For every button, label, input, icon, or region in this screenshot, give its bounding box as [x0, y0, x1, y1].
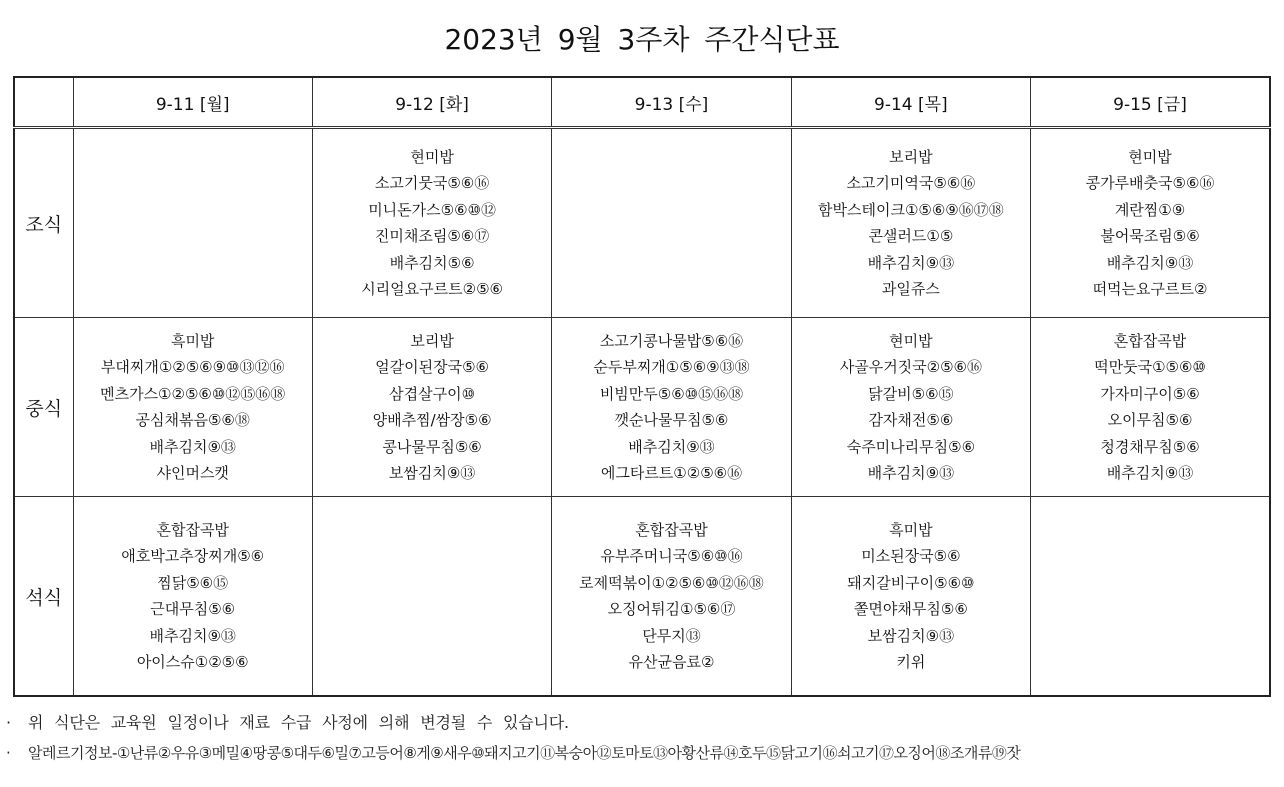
menu-item: 로제떡볶이①②⑤⑥⑩⑫⑯⑱ — [579, 573, 764, 592]
note-bullet: · — [6, 713, 11, 732]
menu-item: 배추김치⑨⑬ — [149, 626, 236, 645]
menu-item: 아이스슈①②⑤⑥ — [136, 653, 249, 671]
menu-item: 돼지갈비구이⑤⑥⑩ — [847, 573, 975, 592]
weekly-menu-table — [13, 76, 1271, 697]
meal-label-breakfast: 조식 — [14, 128, 73, 318]
menu-list — [74, 517, 312, 676]
menu-item: 애호박고추장찌개⑤⑥ — [121, 547, 265, 565]
day-header-mon: 9-11 [월] — [73, 77, 312, 128]
menu-list — [313, 144, 551, 303]
note-text: 위 식단은 교육원 일정이나 재료 수급 사정에 의해 변경될 수 있습니다. — [28, 713, 569, 732]
day-header-wed: 9-13 [수] — [552, 77, 791, 128]
menu-cell — [1031, 497, 1270, 697]
menu-item: 비빔만두⑤⑥⑩⑮⑯⑱ — [599, 384, 744, 403]
menu-item: 공심채볶음⑤⑥⑱ — [135, 411, 250, 429]
menu-cell — [552, 128, 791, 318]
menu-item: 보쌈김치⑨⑬ — [388, 464, 476, 482]
day-header-tue: 9-12 [화] — [312, 77, 551, 128]
menu-list — [1031, 328, 1269, 487]
menu-item: 소고기뭇국⑤⑥⑯ — [374, 174, 490, 192]
menu-item: 콩나물무침⑤⑥ — [382, 437, 482, 456]
menu-item: 유부주머니국⑤⑥⑩⑯ — [600, 547, 743, 565]
menu-item: 콘샐러드①⑤ — [868, 227, 954, 245]
menu-item: 불어묵조림⑤⑥ — [1100, 227, 1200, 245]
menu-item: 배추김치⑤⑥ — [389, 253, 475, 272]
menu-item: 샤인머스캣 — [156, 464, 229, 482]
menu-item: 닭갈비⑤⑥⑮ — [868, 384, 954, 403]
menu-cell — [1031, 128, 1270, 318]
menu-item: 함박스테이크①⑤⑥⑨⑯⑰⑱ — [818, 200, 1004, 219]
menu-item: 현미밥 — [1128, 147, 1172, 166]
menu-cell — [1031, 318, 1270, 497]
note-allergy-info — [6, 738, 1276, 768]
menu-item: 시리얼요구르트②⑤⑥ — [361, 280, 503, 298]
menu-item: 미니돈가스⑤⑥⑩⑫ — [368, 200, 496, 219]
menu-item: 삼겹살구이⑩ — [389, 384, 476, 403]
menu-item: 혼합잡곡밥 — [635, 520, 708, 539]
meal-row-dinner — [14, 497, 1270, 697]
menu-item: 배추김치⑨⑬ — [867, 253, 955, 272]
menu-item: 현미밥 — [889, 331, 933, 350]
menu-list — [792, 328, 1030, 487]
menu-item: 과일쥬스 — [881, 280, 940, 298]
menu-item: 키위 — [896, 653, 926, 671]
menu-item: 찜닭⑤⑥⑮ — [157, 573, 229, 592]
page-title: 2023년 9월 3주차 주간식단표 — [444, 23, 840, 56]
menu-item: 쫄면야채무침⑤⑥ — [853, 600, 968, 618]
menu-item: 배추김치⑨⑬ — [628, 437, 715, 456]
menu-cell — [73, 497, 312, 697]
menu-cell — [552, 497, 791, 697]
menu-list — [792, 517, 1030, 676]
menu-cell — [791, 128, 1030, 318]
menu-item: 배추김치⑨⑬ — [1106, 253, 1194, 272]
notes-section — [6, 708, 1276, 768]
menu-item: 부대찌개①②⑤⑥⑨⑩⑬⑫⑯ — [100, 358, 285, 376]
menu-item: 보리밥 — [410, 331, 454, 350]
note-text: 알레르기정보-①난류②우유③메밀④땅콩⑤대두⑥밀⑦고등어⑧게⑨새우⑩돼지고기⑪복숭아⑫토마토⑬아황산류⑭호두⑮닭고기⑯쇠고기⑰오징어⑱조개류⑲잣 — [28, 744, 1021, 762]
menu-item: 오이무침⑤⑥ — [1107, 411, 1193, 429]
meal-row-lunch — [14, 318, 1270, 497]
header-corner — [14, 77, 73, 128]
menu-cell — [552, 318, 791, 497]
note-bullet: · — [6, 744, 11, 762]
menu-item: 흑미밥 — [170, 331, 215, 350]
menu-item: 배추김치⑨⑬ — [149, 437, 236, 456]
menu-item: 근대무침⑤⑥ — [150, 600, 236, 618]
day-header-fri: 9-15 [금] — [1031, 77, 1270, 128]
header-row — [14, 77, 1270, 128]
menu-list — [1031, 144, 1269, 303]
menu-item: 멘츠가스①②⑤⑥⑩⑫⑮⑯⑱ — [100, 384, 286, 403]
menu-item: 오징어튀김①⑤⑥⑰ — [607, 600, 736, 618]
menu-item: 양배추찜/쌈장⑤⑥ — [372, 411, 492, 429]
menu-item: 소고기미역국⑤⑥⑯ — [846, 174, 976, 192]
menu-list — [792, 144, 1030, 303]
menu-list — [552, 328, 790, 487]
menu-item: 혼합잡곡밥 — [156, 520, 229, 539]
day-header-thu: 9-14 [목] — [791, 77, 1030, 128]
menu-item: 현미밥 — [410, 147, 454, 166]
menu-cell — [73, 318, 312, 497]
menu-item: 깻순나물무침⑤⑥ — [614, 411, 729, 429]
menu-cell — [73, 128, 312, 318]
menu-cell — [791, 318, 1030, 497]
menu-cell — [312, 497, 551, 697]
menu-list — [552, 517, 790, 676]
menu-item: 배추김치⑨⑬ — [867, 464, 955, 482]
menu-item: 에그타르트①②⑤⑥⑯ — [600, 464, 743, 482]
menu-item: 사골우거짓국②⑤⑥⑯ — [839, 358, 983, 376]
menu-item: 가자미구이⑤⑥ — [1100, 384, 1200, 403]
menu-cell — [312, 318, 551, 497]
menu-item: 떠먹는요구르트② — [1092, 280, 1208, 298]
meal-row-breakfast — [14, 128, 1270, 318]
menu-list — [313, 328, 551, 487]
menu-cell — [791, 497, 1030, 697]
menu-item: 보리밥 — [889, 147, 933, 166]
menu-item: 콩가루배춧국⑤⑥⑯ — [1085, 174, 1215, 192]
menu-cell — [312, 128, 551, 318]
menu-item: 얼갈이된장국⑤⑥ — [375, 358, 489, 376]
menu-item: 배추김치⑨⑬ — [1106, 464, 1194, 482]
menu-list — [74, 328, 312, 487]
menu-item: 소고기콩나물밥⑤⑥⑯ — [599, 331, 744, 350]
menu-item: 떡만둣국①⑤⑥⑩ — [1094, 358, 1206, 376]
menu-item: 혼합잡곡밥 — [1113, 331, 1187, 350]
menu-item: 진미채조림⑤⑥⑰ — [374, 227, 490, 245]
meal-label-dinner: 석식 — [14, 497, 73, 697]
menu-item: 미소된장국⑤⑥ — [861, 547, 961, 565]
menu-item: 감자채전⑤⑥ — [868, 411, 954, 429]
menu-item: 청경채무침⑤⑥ — [1100, 437, 1200, 456]
meal-label-lunch: 중식 — [14, 318, 73, 497]
menu-item: 순두부찌개①⑤⑥⑨⑬⑱ — [593, 358, 750, 376]
menu-item: 단무지⑬ — [642, 626, 701, 645]
note-change-notice — [6, 708, 1276, 738]
menu-item: 유산균음료② — [628, 653, 715, 671]
menu-item: 흑미밥 — [889, 520, 933, 539]
menu-item: 숙주미나리무침⑤⑥ — [846, 437, 976, 456]
menu-item: 계란찜①⑨ — [1114, 200, 1186, 219]
menu-item: 보쌈김치⑨⑬ — [867, 626, 955, 645]
